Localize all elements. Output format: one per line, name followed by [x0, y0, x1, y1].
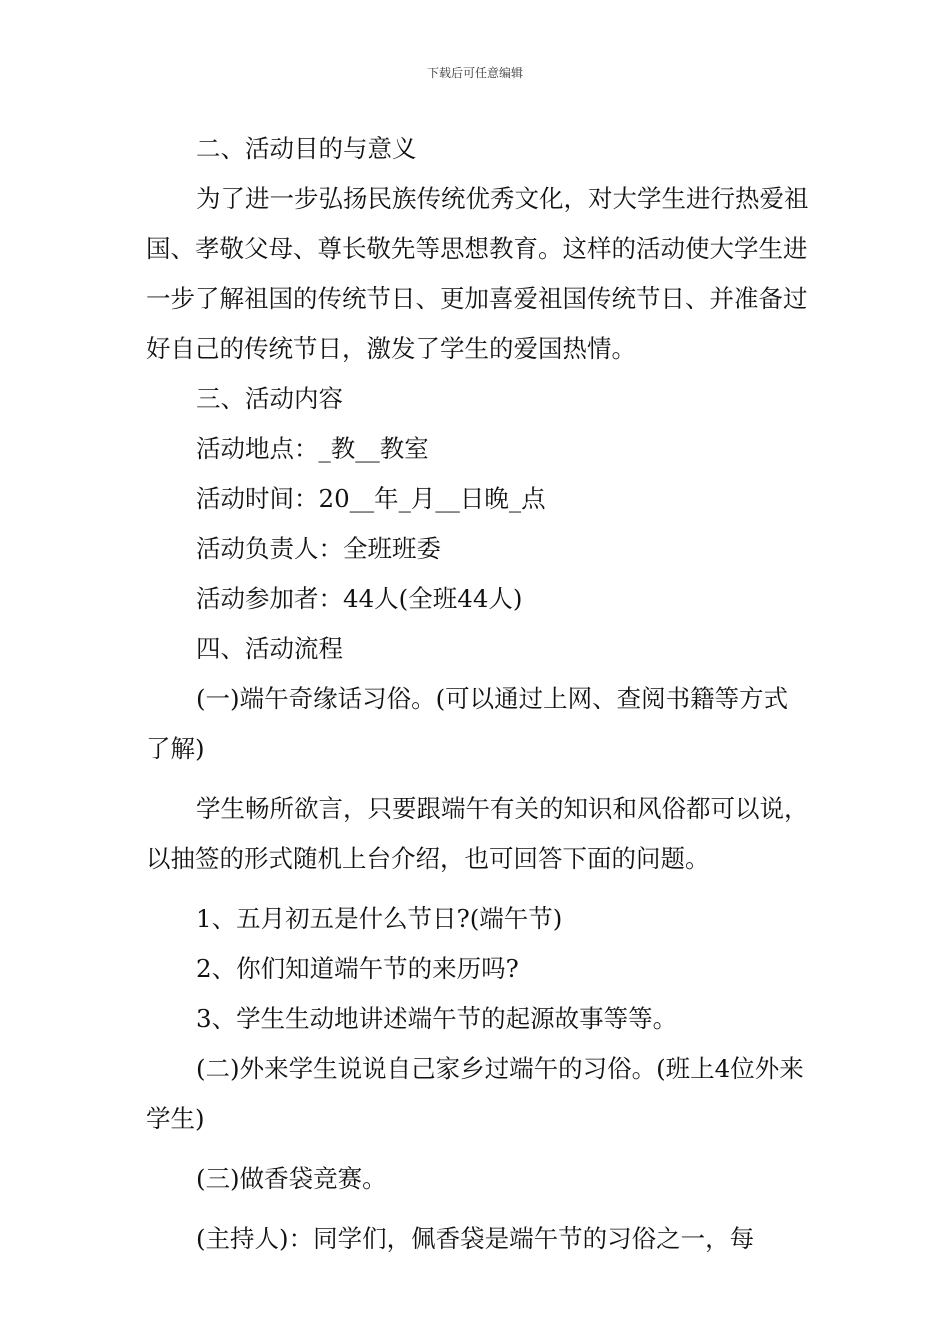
- section-heading-purpose: 二、活动目的与意义: [196, 134, 417, 163]
- document-body: [146, 124, 810, 1264]
- paragraph-purpose: 为了进一步弘扬民族传统优秀文化，对大学生进行热爱祖国、孝敬父母、尊长敬先等思想教育。这样的活动使大学生进一步了解祖国的传统节日、更加喜爱祖国传统节日、并准备过好自己的传统节日，激发了学生的爱国热情。: [146, 184, 809, 363]
- activity-location: 活动地点：_教__教室: [196, 434, 429, 463]
- activity-organizer: 活动负责人：全班班委: [196, 534, 441, 563]
- process-step-three: (三)做香袋竞赛。: [196, 1164, 387, 1193]
- process-step-two: (二)外来学生说说自己家乡过端午的习俗。(班上4位外来学生): [146, 1054, 804, 1133]
- question-one: 1、五月初五是什么节日?(端午节): [196, 904, 563, 933]
- question-two: 2、你们知道端午节的来历吗?: [196, 954, 519, 983]
- activity-time: 活动时间：20__年_月__日晚_点: [196, 484, 546, 513]
- activity-participants: 活动参加者：44人(全班44人): [196, 584, 523, 613]
- process-step-one: (一)端午奇缘话习俗。(可以通过上网、查阅书籍等方式了解): [146, 684, 789, 763]
- paragraph-students-speak: 学生畅所欲言，只要跟端午有关的知识和风俗都可以说，以抽签的形式随机上台介绍，也可回答下面的问题。: [146, 794, 809, 873]
- section-heading-content: 三、活动内容: [196, 384, 343, 413]
- page-header: 下载后可任意编辑: [426, 66, 523, 80]
- section-heading-process: 四、活动流程: [196, 634, 343, 663]
- question-three: 3、学生生动地讲述端午节的起源故事等等。: [196, 1004, 678, 1033]
- host-speech: (主持人)：同学们，佩香袋是端午节的习俗之一，每: [196, 1224, 755, 1253]
